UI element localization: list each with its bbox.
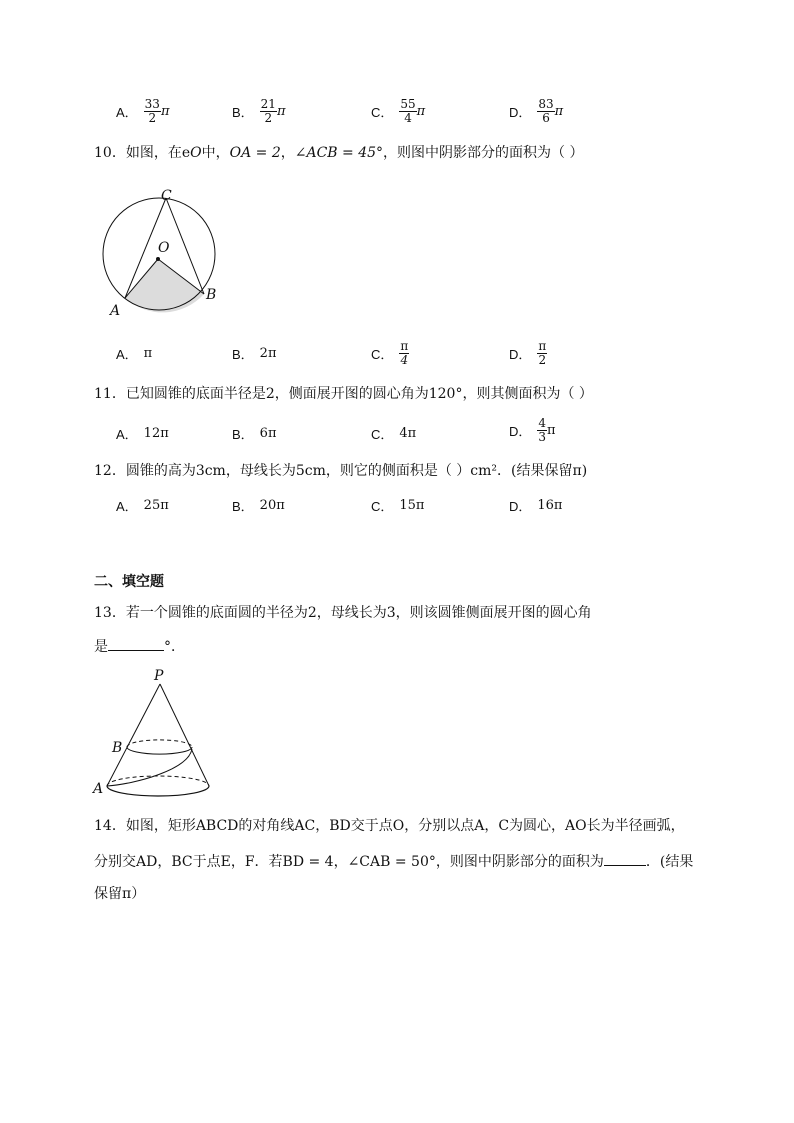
- q9-option-a: A． $\frac{33}{2}$ π: [116, 97, 170, 125]
- fraction: $\frac{\pi}{4}$: [400, 339, 409, 367]
- label-b: B: [112, 740, 123, 756]
- q12-option-b: B． 20π: [232, 498, 285, 514]
- fraction: $\frac{21}{2}$: [260, 97, 276, 125]
- q13-cone-figure: [90, 662, 220, 802]
- label-a: A: [110, 303, 121, 319]
- label-p: P: [154, 668, 164, 684]
- q14-line3: 保留π）: [94, 886, 146, 902]
- q11-option-c: C． 4π: [371, 426, 417, 442]
- cone-edge-left: [107, 684, 160, 786]
- q14-line1: 14．如图，矩形ABCD的对角线AC，BD交于点O，分别以点A，C为圆心，AO长为半径画弧，: [94, 818, 685, 834]
- upper-back-arc: [127, 740, 192, 747]
- center-point-o: [156, 257, 160, 261]
- q14-line2: 分别交AD，BC于点E，F．若BD = 4，∠CAB = 50°，则图中阴影部分的面积为 ．(结果: [94, 851, 693, 872]
- section-title: 二、填空题: [94, 573, 164, 589]
- label-a: A: [93, 781, 104, 797]
- q11-option-d: D． $\frac{4}{3}$ π: [509, 416, 556, 444]
- label-c: C: [161, 188, 172, 204]
- fraction: $\frac{83}{6}$: [538, 97, 554, 125]
- q10-stem: 10．如图，在eO中，OA = 2，∠ACB = 45°，则图中阴影部分的面积为（ ）: [94, 145, 584, 161]
- q10-option-b: B． 2π: [232, 346, 277, 362]
- base-front-arc: [107, 786, 209, 796]
- fraction: $\frac{\pi}{2}$: [538, 339, 547, 367]
- q9-option-d: D． $\frac{83}{6}$ π: [509, 97, 564, 125]
- q12-option-a: A． 25π: [116, 498, 169, 514]
- q9-option-c: C． $\frac{55}{4}$ π: [371, 97, 426, 125]
- q12-option-d: D． 16π: [509, 498, 563, 514]
- q11-option-a: A． 12π: [116, 426, 169, 442]
- answer-blank: [108, 636, 164, 651]
- q9-option-b: B． $\frac{21}{2}$ π: [232, 97, 286, 125]
- q10-circle-figure: [98, 182, 238, 322]
- label-o: O: [158, 240, 170, 256]
- q13-stem-line1: 13．若一个圆锥的底面圆的半径为2，母线长为3，则该圆锥侧面展开图的圆心角: [94, 605, 592, 621]
- label-b: B: [206, 287, 217, 303]
- fraction: $\frac{55}{4}$: [400, 97, 416, 125]
- q10-option-d: D． $\frac{\pi}{2}$: [509, 339, 547, 367]
- q10-option-a: A． π: [116, 346, 153, 362]
- q11-stem: 11．已知圆锥的底面半径是2，侧面展开图的圆心角为120°，则其侧面积为（ ）: [94, 386, 593, 402]
- q13-stem-line2: 是 °．: [94, 636, 185, 657]
- q10-option-c: C． $\frac{\pi}{4}$: [371, 339, 409, 367]
- fraction: $\frac{4}{3}$: [538, 416, 547, 444]
- q12-option-c: C． 15π: [371, 498, 425, 514]
- upper-front-arc: [127, 747, 192, 754]
- q12-stem: 12．圆锥的高为3cm，母线长为5cm，则它的侧面积是（ ）cm²．(结果保留π): [94, 463, 588, 479]
- shaded-sector: [125, 259, 204, 312]
- q11-option-b: B． 6π: [232, 426, 277, 442]
- fraction: $\frac{33}{2}$: [144, 97, 160, 125]
- answer-blank: [604, 851, 646, 866]
